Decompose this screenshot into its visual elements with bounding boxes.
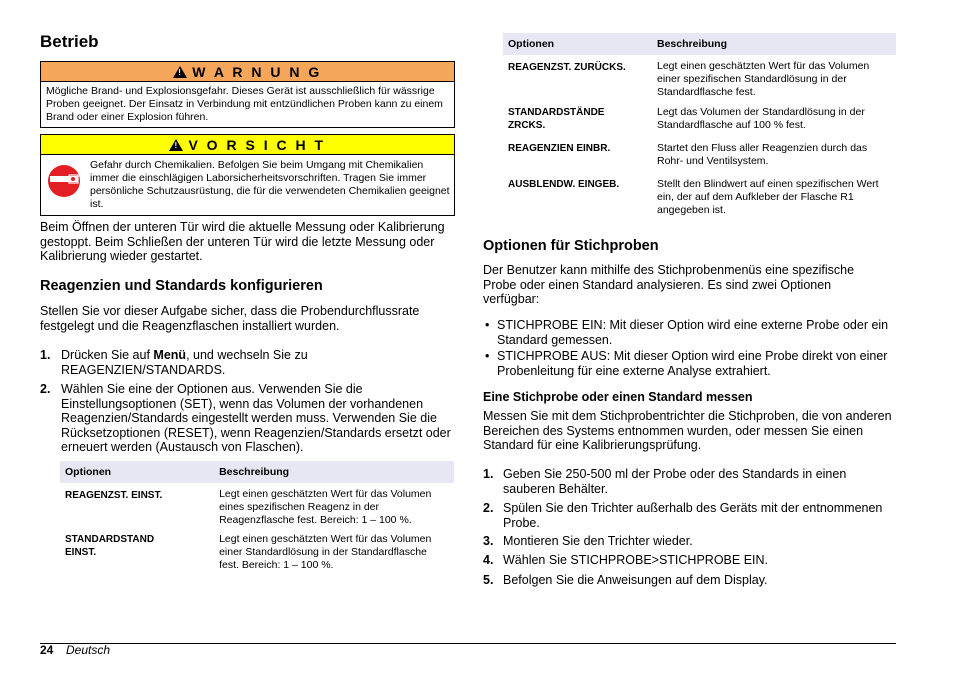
step-number: 2. bbox=[40, 382, 51, 396]
table-row bbox=[503, 176, 896, 217]
step-number: 3. bbox=[483, 534, 494, 548]
table-header-row bbox=[503, 33, 896, 55]
table-header-row bbox=[60, 461, 454, 483]
table-row bbox=[503, 55, 896, 104]
step-text: Montieren Sie den Trichter wieder. bbox=[503, 534, 693, 548]
caution-triangle-icon bbox=[169, 139, 183, 151]
section-title-reagents: Reagenzien und Standards konfigurieren bbox=[40, 278, 323, 294]
section-title-grab-samples: Optionen für Stichproben bbox=[483, 238, 659, 254]
bullet-marker: • bbox=[485, 318, 490, 332]
step-1-text bbox=[61, 348, 453, 377]
intro-paragraph: Beim Öffnen der unteren Tür wird die aktuelle Messung oder Kalibrierung gestoppt. Beim Schließen der unteren Tür wird die letzte Messung oder Kalibrierung wieder gestartet. bbox=[40, 220, 445, 263]
step-text: Befolgen Sie die Anweisungen auf dem Display. bbox=[503, 573, 768, 587]
page-title: Betrieb bbox=[40, 32, 99, 51]
page-number: 24 bbox=[40, 643, 54, 657]
subsection-title: Eine Stichprobe oder einen Standard messen bbox=[483, 390, 753, 404]
warning-text: Mögliche Brand- und Explosionsgefahr. Dieses Gerät ist ausschließlich für wässrige Proben geeignet. Der Einsatz in Verbindung mit entzündlichen Proben kann zu einem Brand oder einer Explosion führen. bbox=[46, 85, 443, 123]
table-row bbox=[60, 483, 454, 531]
warning-box bbox=[40, 61, 455, 128]
option-description: Legt einen geschätzten Wert für das Volumen einer Standardlösung in der Standardflasche fest. Bereich: 1 – 100 %. bbox=[219, 533, 432, 571]
step-number: 1. bbox=[40, 348, 51, 362]
option-description: Legt das Volumen der Standardlösung in der Standardflasche auf 100 % fest. bbox=[657, 106, 865, 131]
footer-language: Deutsch bbox=[66, 643, 111, 657]
table-header-options: Optionen bbox=[503, 33, 652, 55]
option-name: STANDARDSTÄNDE ZRCKS. bbox=[508, 107, 605, 131]
option-description: Legt einen geschätzten Wert für das Volumen einer spezifischen Standardlösung in der Standardflasche fest. bbox=[657, 60, 870, 98]
caution-label: V O R S I C H T bbox=[188, 136, 326, 153]
options-table-right bbox=[503, 33, 896, 217]
table-row bbox=[503, 104, 896, 140]
step-2-text: Wählen Sie eine der Optionen aus. Verwenden Sie die Einstellungsoptionen (SET), wenn das Volumen der vorhandenen Reagenzien/Standards eingestellt werden muss. Verwenden Sie die Rücksetzoptionen (RESET), wenn Reagenzien/Standards ersetzt oder erneuert werden (Austausch von Flaschen). bbox=[61, 382, 451, 454]
option-description: Legt einen geschätzten Wert für das Volumen eines spezifischen Reagenz in der Reagenzflasche fest. Bereich: 1 – 100 %. bbox=[219, 488, 432, 526]
option-description: Startet den Fluss aller Reagenzien durch das Rohr- und Ventilsystem. bbox=[657, 142, 868, 167]
bullet-marker: • bbox=[485, 349, 490, 363]
option-name: REAGENZST. ZURÜCKS. bbox=[508, 62, 626, 73]
caution-text: Gefahr durch Chemikalien. Befolgen Sie beim Umgang mit Chemikalien immer die einschlägigen Laborsicherheitsvorschriften. Tragen Sie immer persönliche Schutzausrüstung, die für die verwendeten Chemikalien geeignet ist. bbox=[90, 159, 450, 210]
option-name: REAGENZIEN EINBR. bbox=[508, 143, 611, 154]
menu-key: Menü bbox=[153, 348, 187, 362]
step-1-part-a: Drücken Sie auf bbox=[61, 348, 154, 362]
step-1-part-b: , und wechseln Sie zu REAGENZIEN/STANDARDS. bbox=[61, 348, 308, 377]
caution-box bbox=[40, 134, 455, 216]
bullet-item: STICHPROBE EIN: Mit dieser Option wird eine externe Probe oder ein Standard gemessen. bbox=[497, 318, 889, 347]
option-description: Stellt den Blindwert auf einen spezifischen Wert ein, der auf dem Aufkleber der Flasche R1 angegeben ist. bbox=[657, 178, 879, 216]
step-text: Spülen Sie den Trichter außerhalb des Geräts mit der entnommenen Probe. bbox=[503, 501, 883, 530]
warning-label: W A R N U N G bbox=[192, 63, 322, 80]
step-number: 2. bbox=[483, 501, 494, 515]
chemical-hazard-icon bbox=[47, 163, 81, 199]
caution-header bbox=[41, 135, 454, 155]
step-number: 1. bbox=[483, 467, 494, 481]
footer-rule bbox=[40, 643, 896, 644]
bullet-item: STICHPROBE AUS: Mit dieser Option wird eine Probe direkt von einer Probenleitung für eine externe Analyse extrahiert. bbox=[497, 349, 888, 378]
option-name: REAGENZST. EINST. bbox=[65, 490, 163, 501]
table-header-description: Beschreibung bbox=[214, 461, 454, 483]
warning-header bbox=[41, 62, 454, 82]
reagents-intro: Stellen Sie vor dieser Aufgabe sicher, dass die Probendurchflussrate festgelegt und die Reagenzflaschen installiert wurden. bbox=[40, 304, 420, 333]
table-row bbox=[60, 531, 454, 572]
table-row bbox=[503, 140, 896, 176]
step-number: 5. bbox=[483, 573, 494, 587]
grab-samples-intro: Der Benutzer kann mithilfe des Stichprobenmenüs eine spezifische Probe oder einen Standard analysieren. Es sind zwei Optionen verfügbar: bbox=[483, 263, 855, 306]
step-text: Geben Sie 250-500 ml der Probe oder des Standards in einen sauberen Behälter. bbox=[503, 467, 847, 496]
option-name: STANDARDSTAND EINST. bbox=[65, 534, 155, 558]
warning-triangle-icon bbox=[173, 66, 187, 78]
step-text: Wählen Sie STICHPROBE>STICHPROBE EIN. bbox=[503, 553, 769, 567]
option-name: AUSBLENDW. EINGEB. bbox=[508, 179, 620, 190]
options-table-left bbox=[60, 461, 454, 572]
step-number: 4. bbox=[483, 553, 494, 567]
table-header-description: Beschreibung bbox=[652, 33, 896, 55]
subsection-intro: Messen Sie mit dem Stichprobentrichter die Stichproben, die von anderen Bereichen des Systems entnommen wurden, oder messen Sie einen Standard für eine Kalibrierungsprüfung. bbox=[483, 409, 892, 452]
table-header-options: Optionen bbox=[60, 461, 214, 483]
